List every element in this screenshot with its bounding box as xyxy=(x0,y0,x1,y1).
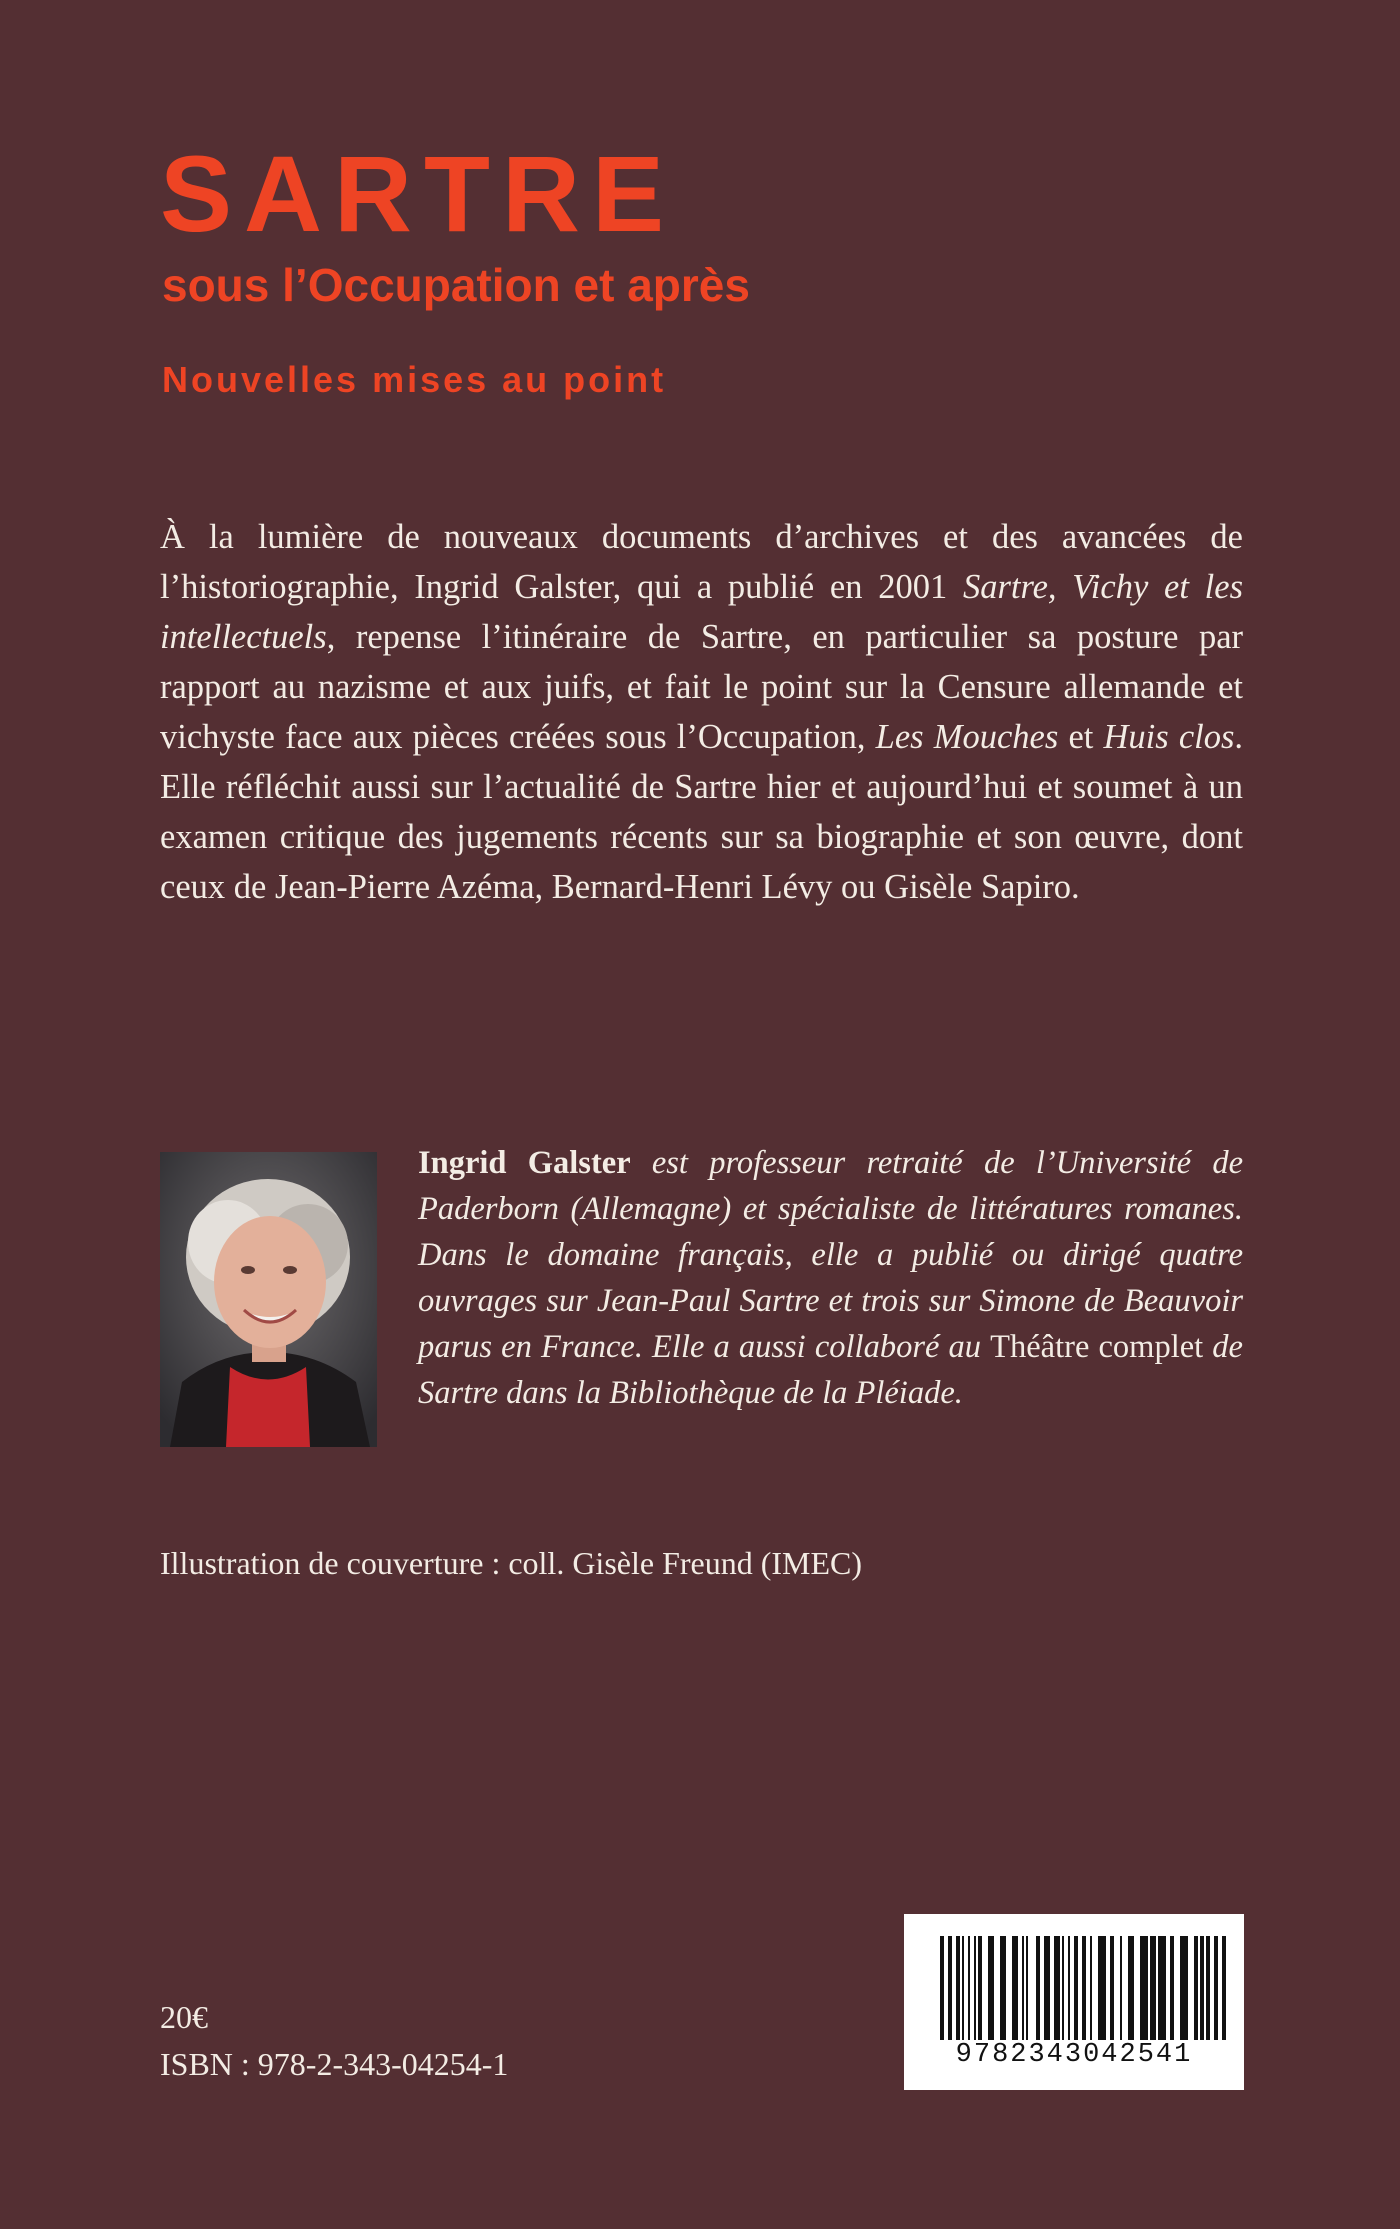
barcode-bar xyxy=(1026,1936,1028,2040)
barcode-bar xyxy=(1170,1936,1174,2040)
synopsis-part-2: , repense l’itinéraire de Sartre, en particulier sa posture par rapport au nazisme et aux juifs, et fait le point sur la Censure allemande et vichyste face aux pièces créées sous l’Occupation, xyxy=(160,618,1243,756)
book-tagline: Nouvelles mises au point xyxy=(162,359,667,400)
barcode-bar xyxy=(1036,1936,1040,2040)
barcode-bar xyxy=(1110,1936,1114,2040)
barcode-bar xyxy=(962,1936,964,2040)
synopsis-part-1: À la lumière de nouveaux documents d’archives et des avancées de l’historiographie, Ingrid Galster, qui a publié en 2001 xyxy=(160,518,1243,606)
barcode-bar xyxy=(940,1936,944,2040)
barcode-bar xyxy=(1082,1936,1086,2040)
author-bio-part-2: de Sartre dans la Bibliothèque de la Pléiade. xyxy=(418,1329,1243,1411)
synopsis-play-2: Huis clos xyxy=(1103,718,1235,756)
barcode-bar xyxy=(1214,1936,1218,2040)
barcode-bar xyxy=(1140,1936,1148,2040)
synopsis-part-3: . Elle réfléchit aussi sur l’actualité de Sartre hier et aujourd’hui et soumet à un examen critique des jugements récents sur sa biographie et son œuvre, dont ceux de Jean-Pierre Azéma, Bernard-Henri Lévy ou Gisèle Sapiro. xyxy=(160,718,1244,906)
author-photo xyxy=(160,1152,377,1447)
barcode-bar xyxy=(956,1936,960,2040)
barcode-bar xyxy=(1180,1936,1188,2040)
barcode-digits: 9782343042541 xyxy=(955,2040,1193,2070)
author-bio xyxy=(418,1140,1243,1416)
barcode-bar xyxy=(974,1936,976,2040)
synopsis-book-title: Sartre, Vichy et les intellectuels xyxy=(160,568,1243,656)
barcode-bar xyxy=(1012,1936,1018,2040)
barcode-bar xyxy=(1222,1936,1226,2040)
barcode-bar xyxy=(978,1936,982,2040)
author-name: Ingrid Galster xyxy=(418,1145,631,1181)
author-work-title: Théâtre complet xyxy=(990,1329,1204,1365)
barcode-bars xyxy=(904,1914,1244,2044)
barcode-bar xyxy=(1044,1936,1050,2040)
barcode-bar xyxy=(1090,1936,1092,2040)
barcode-bar xyxy=(1022,1936,1024,2040)
barcode-bar xyxy=(1194,1936,1198,2040)
barcode-bar xyxy=(1120,1936,1122,2040)
book-subtitle: sous l’Occupation et après xyxy=(162,259,750,311)
author-portrait-illustration xyxy=(160,1152,377,1447)
illustration-credit: Illustration de couverture : coll. Gisèle Freund (IMEC) xyxy=(160,1545,863,1581)
author-bio-part-1: est professeur retraité de l’Université de Paderborn (Allemagne) et spécialiste de littératures romanes. Dans le domaine français, elle a publié ou dirigé quatre ouvrages sur Jean-Paul Sartre et trois sur Simone de Beauvoir parus en France. Elle a aussi collaboré au xyxy=(418,1145,1243,1365)
price: 20€ xyxy=(160,1999,208,2035)
barcode-bar xyxy=(1062,1936,1064,2040)
barcode-bar xyxy=(968,1936,970,2040)
barcode xyxy=(904,1914,1244,2090)
barcode-bar xyxy=(1128,1936,1134,2040)
book-title: SARTRE xyxy=(160,133,677,254)
barcode-bar xyxy=(1054,1936,1060,2040)
barcode-bar xyxy=(1158,1936,1166,2040)
barcode-bar xyxy=(988,1936,994,2040)
barcode-bar xyxy=(1098,1936,1106,2040)
isbn: ISBN : 978-2-343-04254-1 xyxy=(160,2046,509,2082)
barcode-bar xyxy=(1150,1936,1156,2040)
barcode-bar xyxy=(1074,1936,1078,2040)
synopsis-play-1: Les Mouches xyxy=(875,718,1059,756)
barcode-bar xyxy=(1000,1936,1006,2040)
synopsis-and: et xyxy=(1058,718,1104,756)
barcode-bar xyxy=(1068,1936,1070,2040)
barcode-bar xyxy=(948,1936,952,2040)
barcode-bar xyxy=(1200,1936,1204,2040)
synopsis xyxy=(160,512,1243,912)
barcode-bar xyxy=(1206,1936,1210,2040)
